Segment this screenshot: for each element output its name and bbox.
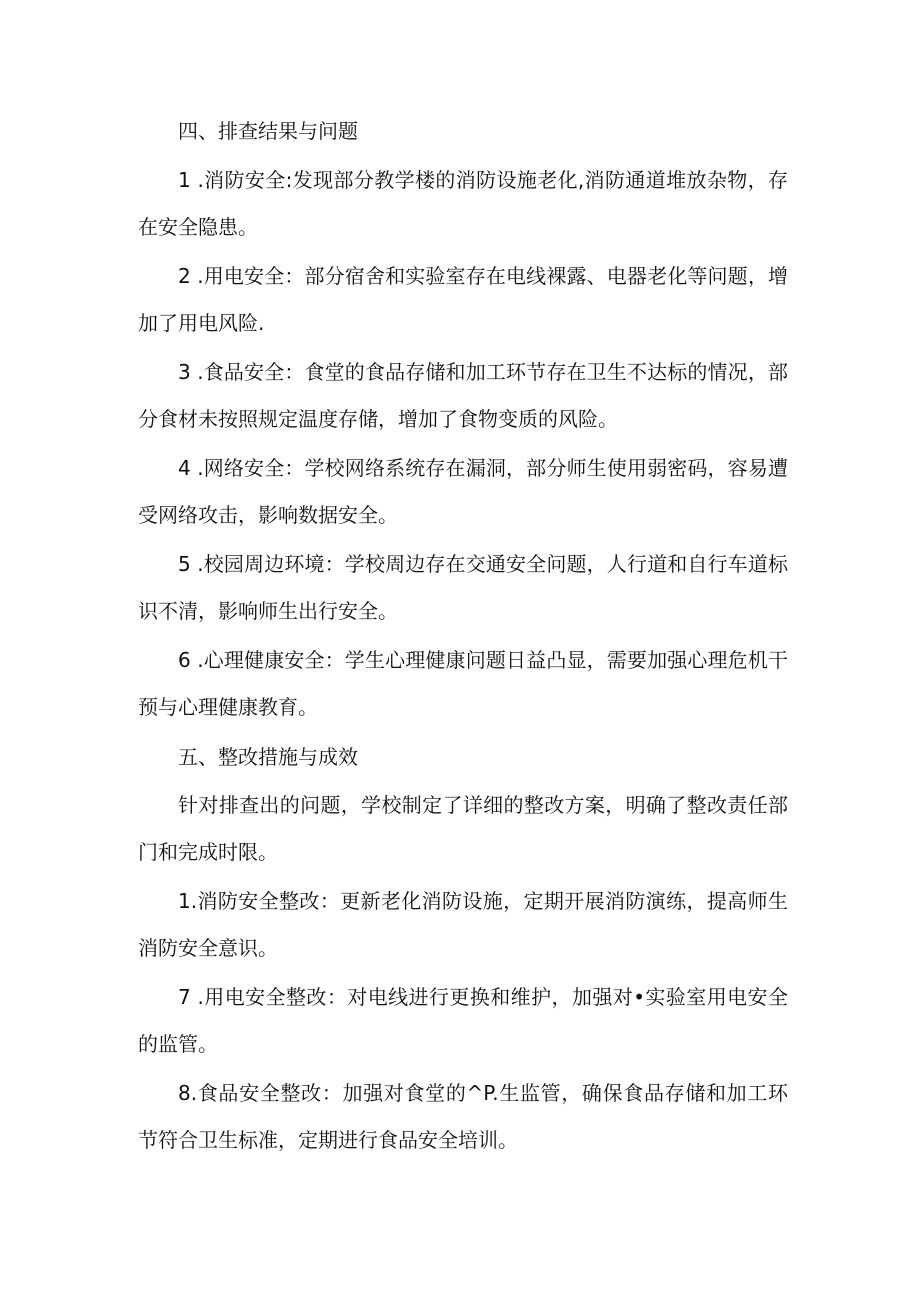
section-5-heading: 五、整改措施与成效 (178, 745, 358, 769)
list-item: 7 .用电安全整改：对电线进行更换和维护，加强对•实验室用电安全的监管。 (138, 985, 788, 1056)
list-item: 8.食品安全整改：加强对食堂的^P.生监管，确保食品存储和加工环节符合卫生标准，定期进行食品安全培训。 (138, 1081, 788, 1152)
list-item: 2 .用电安全：部分宿舍和实验室存在电线裸露、电器老化等问题，增加了用电风险. (138, 264, 788, 335)
intro-paragraph: 针对排查出的问题，学校制定了详细的整改方案，明确了整改责任部门和完成时限。 (138, 793, 788, 864)
list-item: 4 .网络安全：学校网络系统存在漏洞，部分师生使用弱密码，容易遭受网络攻击，影响数据安全。 (138, 456, 788, 527)
section-4-heading: 四、排查结果与问题 (178, 119, 358, 143)
list-item: 1.消防安全整改：更新老化消防设施，定期开展消防演练，提高师生消防安全意识。 (138, 889, 788, 960)
list-item: 5 .校园周边环境：学校周边存在交通安全问题，人行道和自行车道标识不清，影响师生出行安全。 (138, 552, 788, 623)
list-item: 6 .心理健康安全：学生心理健康问题日益凸显，需要加强心理危机干预与心理健康教育。 (138, 648, 788, 719)
list-item: 3 .食品安全：食堂的食品存储和加工环节存在卫生不达标的情况，部分食材未按照规定温度存储，增加了食物变质的风险。 (138, 360, 788, 431)
list-item: 1 .消防安全:发现部分教学楼的消防设施老化,消防通道堆放杂物，存在安全隐患。 (138, 168, 788, 239)
